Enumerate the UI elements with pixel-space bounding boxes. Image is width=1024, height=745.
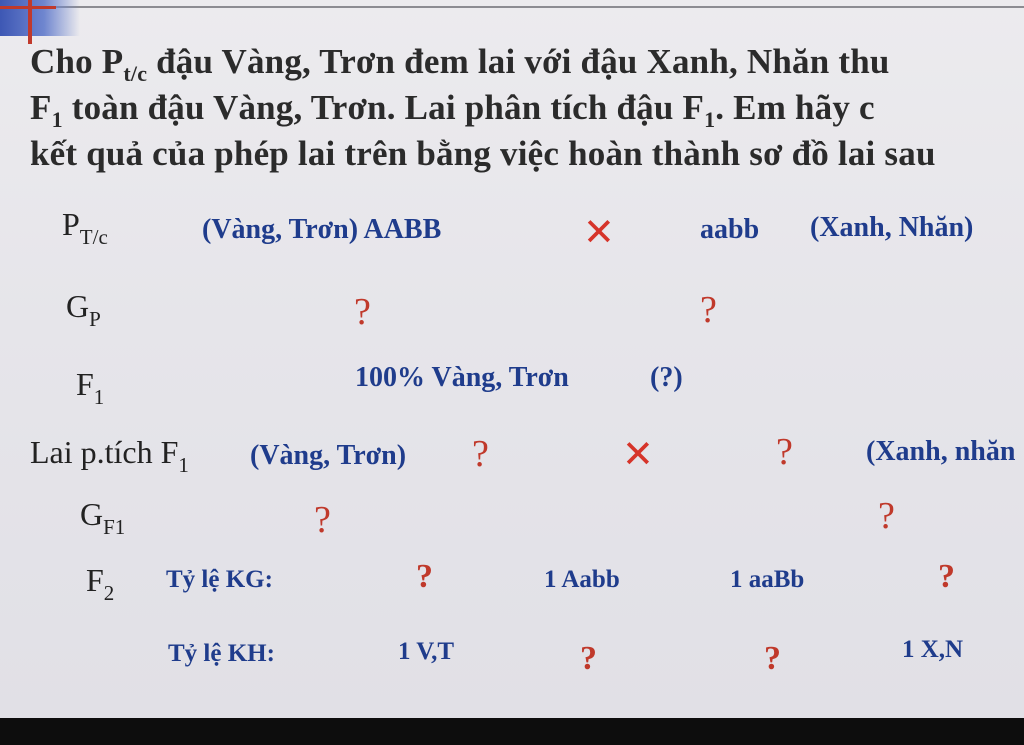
- p-label-text: P: [62, 206, 80, 242]
- f1-label: [76, 366, 105, 409]
- testcross-question-right: ?: [776, 431, 793, 473]
- f1-question: (?): [650, 362, 683, 393]
- testcross-left-parent: (Vàng, Trơn): [250, 440, 407, 471]
- intro-line-3: [30, 134, 936, 174]
- f2-label: [86, 562, 115, 605]
- f2-label-text: F: [86, 562, 104, 598]
- intro-text: đậu Vàng, Trơn đem lai với đậu Xanh, Nhăn thu: [147, 42, 890, 81]
- testcross-label-subscript: 1: [178, 453, 189, 477]
- intro-subscript: 1: [704, 107, 716, 132]
- cross-icon: ✕: [583, 210, 615, 254]
- intro-text: F: [30, 88, 52, 127]
- p-right-genotype: aabb: [700, 214, 760, 245]
- gp-question-right: ?: [700, 289, 717, 331]
- intro-text: Cho P: [30, 42, 124, 81]
- gp-label-subscript: P: [89, 307, 101, 331]
- genotype-value-aabb-2: 1 aaBb: [730, 566, 805, 593]
- genotype-question-2: ?: [938, 558, 955, 595]
- f1-label-subscript: 1: [93, 385, 105, 409]
- gp-question-left: ?: [354, 291, 371, 333]
- phenotype-question-2: ?: [764, 640, 781, 677]
- intro-text: toàn đậu Vàng, Trơn. Lai phân tích đậu F: [62, 88, 705, 127]
- testcross-label: [30, 434, 189, 477]
- phenotype-value-xn: 1 X,N: [902, 636, 964, 663]
- intro-subscript: t/c: [123, 61, 148, 86]
- f1-value: 100% Vàng, Trơn: [355, 362, 569, 393]
- genotype-question-1: ?: [416, 558, 433, 595]
- genotype-ratio-label: Tỷ lệ KG:: [166, 566, 273, 593]
- testcross-question-left: ?: [472, 433, 489, 475]
- slide-top-border: [0, 6, 1024, 8]
- intro-text: kết quả của phép lai trên bằng việc hoàn thành sơ đồ lai sau: [30, 134, 936, 173]
- p-right-phenotype: (Xanh, Nhăn): [810, 212, 974, 243]
- f1-label-text: F: [76, 366, 94, 402]
- testcross-right-parent: (Xanh, nhăn: [866, 436, 1016, 467]
- p-left-parent: (Vàng, Trơn) AABB: [202, 214, 442, 245]
- gp-label-text: G: [66, 288, 90, 324]
- cross-icon: ✕: [622, 432, 654, 476]
- p-label-subscript: T/c: [79, 225, 108, 249]
- f2-label-subscript: 2: [103, 581, 115, 605]
- intro-subscript: 1: [51, 107, 63, 132]
- intro-line-1: [30, 42, 890, 86]
- gf1-question-left: ?: [314, 499, 331, 541]
- p-label: [62, 206, 108, 249]
- phenotype-ratio-label: Tỷ lệ KH:: [168, 640, 275, 667]
- gf1-label-subscript: F1: [103, 515, 126, 539]
- corner-red-line-horizontal: [0, 6, 56, 9]
- intro-text: . Em hãy c: [715, 88, 875, 127]
- gp-label: [66, 288, 101, 331]
- gf1-label-text: G: [80, 496, 104, 532]
- phenotype-question-1: ?: [580, 640, 597, 677]
- phenotype-value-vt: 1 V,T: [398, 638, 455, 665]
- screen-bottom-bezel: [0, 718, 1024, 745]
- genotype-value-aabb: 1 Aabb: [544, 566, 620, 593]
- gf1-question-right: ?: [878, 495, 895, 537]
- testcross-label-text: Lai p.tích F: [30, 434, 179, 470]
- intro-line-2: [30, 88, 875, 132]
- gf1-label: [80, 496, 126, 539]
